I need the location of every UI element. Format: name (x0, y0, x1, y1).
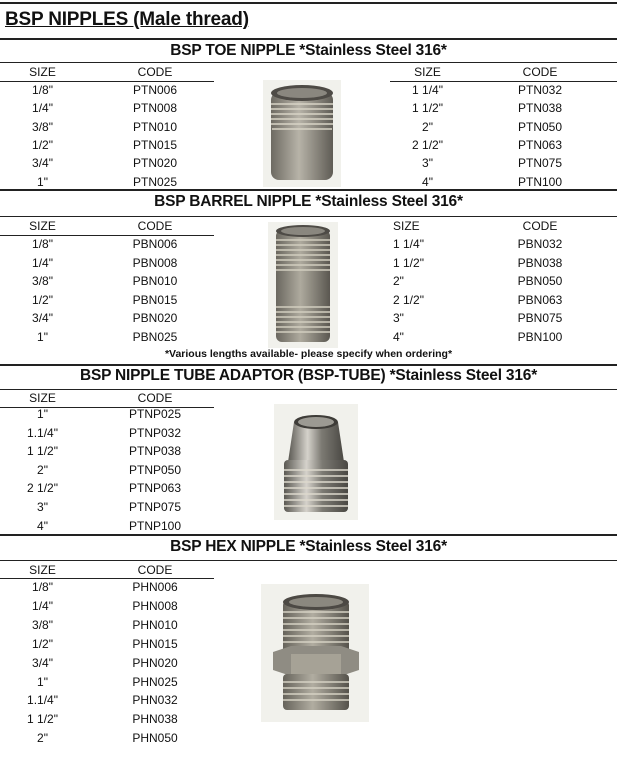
code-cell: PTN025 (132, 174, 178, 189)
code-cell: PTN008 (132, 101, 178, 116)
size-cell: 2" (37, 462, 48, 477)
code-cell: PTN038 (517, 101, 563, 116)
size-cell: 1/2" (32, 292, 53, 307)
size-cell: 1" (37, 674, 48, 689)
size-header: SIZE (393, 219, 420, 233)
code-cell: PBN038 (517, 255, 563, 270)
size-cell: 1/4" (32, 598, 53, 613)
size-header: SIZE (29, 65, 56, 79)
page-title: BSP NIPPLES (Male thread) (5, 9, 249, 30)
code-cell: PTNP025 (128, 407, 182, 421)
code-header: CODE (137, 391, 173, 405)
code-cell: PHN010 (132, 617, 178, 632)
size-cell: 2" (37, 731, 48, 746)
size-cell: 3/8" (32, 119, 53, 134)
toe-nipple-photo (263, 80, 341, 187)
size-header: SIZE (29, 563, 56, 577)
code-cell: PTNP038 (128, 444, 182, 459)
code-cell: PTN015 (132, 137, 178, 152)
code-cell: PHN020 (132, 655, 178, 670)
size-cell: 1/8" (32, 580, 53, 594)
size-cell: 2 1/2" (27, 481, 58, 496)
size-cell: 2" (393, 274, 404, 288)
size-cell: 1 1/2" (27, 444, 58, 459)
section-title-toe-nipple: BSP TOE NIPPLE *Stainless Steel 316* (170, 42, 447, 59)
code-cell: PBN006 (132, 237, 178, 251)
size-cell: 3/4" (32, 311, 53, 325)
size-header: SIZE (414, 65, 441, 79)
lengths-note: *Various lengths available- please specify when ordering* (164, 348, 453, 360)
code-cell: PBN015 (132, 292, 178, 307)
section-title-rule (0, 389, 617, 390)
top-rule (0, 2, 617, 4)
size-cell: 1/4" (32, 101, 53, 116)
size-cell: 1/2" (32, 137, 53, 152)
code-cell: PTN010 (132, 119, 178, 134)
code-cell: PHN050 (132, 731, 178, 746)
code-header: CODE (522, 65, 558, 79)
code-cell: PTNP050 (128, 462, 182, 477)
code-cell: PHN025 (132, 674, 178, 689)
code-cell: PBN050 (517, 274, 563, 288)
size-cell: 4" (37, 518, 48, 533)
code-cell: PBN100 (517, 329, 563, 344)
size-cell: 3/8" (32, 617, 53, 632)
section-title-hex-nipple: BSP HEX NIPPLE *Stainless Steel 316* (170, 538, 447, 555)
section-divider (0, 364, 617, 366)
code-header: CODE (137, 65, 173, 79)
size-cell: 3/4" (32, 156, 53, 171)
code-cell: PHN006 (132, 580, 178, 594)
code-cell: PBN010 (132, 274, 178, 288)
section-title-rule (0, 560, 617, 561)
size-cell: 3/8" (32, 274, 53, 288)
size-cell: 1" (37, 174, 48, 189)
size-cell: 3/4" (32, 655, 53, 670)
size-cell: 1.1/4" (27, 693, 58, 708)
size-cell: 1 1/4" (412, 83, 443, 97)
code-cell: PTNP063 (128, 481, 182, 496)
code-cell: PHN032 (132, 693, 178, 708)
size-cell: 3" (37, 500, 48, 514)
section-title-tube-adaptor: BSP NIPPLE TUBE ADAPTOR (BSP-TUBE) *Stainless Steel 316* (79, 367, 538, 384)
section-title-barrel-nipple: BSP BARREL NIPPLE *Stainless Steel 316* (154, 193, 463, 210)
size-header: SIZE (29, 219, 56, 233)
size-cell: 4" (422, 174, 433, 189)
code-cell: PTNP075 (128, 500, 182, 514)
size-cell: 3" (393, 311, 404, 325)
code-cell: PTN020 (132, 156, 178, 171)
code-header: CODE (522, 219, 558, 233)
code-header: CODE (137, 219, 173, 233)
code-cell: PTN050 (517, 119, 563, 134)
code-header: CODE (137, 563, 173, 577)
section-divider (0, 189, 617, 191)
code-cell: PBN020 (132, 311, 178, 325)
size-cell: 1" (37, 329, 48, 344)
size-cell: 1" (37, 407, 48, 421)
code-cell: PTNP032 (128, 425, 182, 440)
size-cell: 1/2" (32, 636, 53, 651)
code-cell: PTNP100 (128, 518, 182, 533)
size-cell: 2 1/2" (393, 292, 424, 307)
code-cell: PHN015 (132, 636, 178, 651)
size-cell: 1 1/4" (393, 237, 424, 251)
code-cell: PBN032 (517, 237, 563, 251)
code-cell: PTN006 (132, 83, 178, 97)
size-cell: 4" (393, 329, 404, 344)
size-cell: 2 1/2" (412, 137, 443, 152)
size-cell: 1 1/2" (412, 101, 443, 116)
barrel-nipple-photo (268, 222, 338, 348)
code-cell: PBN008 (132, 255, 178, 270)
code-cell: PBN063 (517, 292, 563, 307)
code-cell: PHN038 (132, 712, 178, 727)
size-cell: 3" (422, 156, 433, 171)
tube-adaptor-photo (274, 404, 358, 520)
size-cell: 1/8" (32, 83, 53, 97)
code-cell: PBN025 (132, 329, 178, 344)
code-cell: PTN100 (517, 174, 563, 189)
code-cell: PBN075 (517, 311, 563, 325)
code-cell: PHN008 (132, 598, 178, 613)
section-divider (0, 534, 617, 536)
code-cell: PTN063 (517, 137, 563, 152)
size-cell: 1/8" (32, 237, 53, 251)
size-cell: 1/4" (32, 255, 53, 270)
size-cell: 1 1/2" (393, 255, 424, 270)
size-cell: 1.1/4" (27, 425, 58, 440)
size-cell: 1 1/2" (27, 712, 58, 727)
size-header: SIZE (29, 391, 56, 405)
code-cell: PTN032 (517, 83, 563, 97)
section-divider (0, 38, 617, 40)
code-cell: PTN075 (517, 156, 563, 171)
size-cell: 2" (422, 119, 433, 134)
hex-nipple-photo (261, 584, 369, 722)
